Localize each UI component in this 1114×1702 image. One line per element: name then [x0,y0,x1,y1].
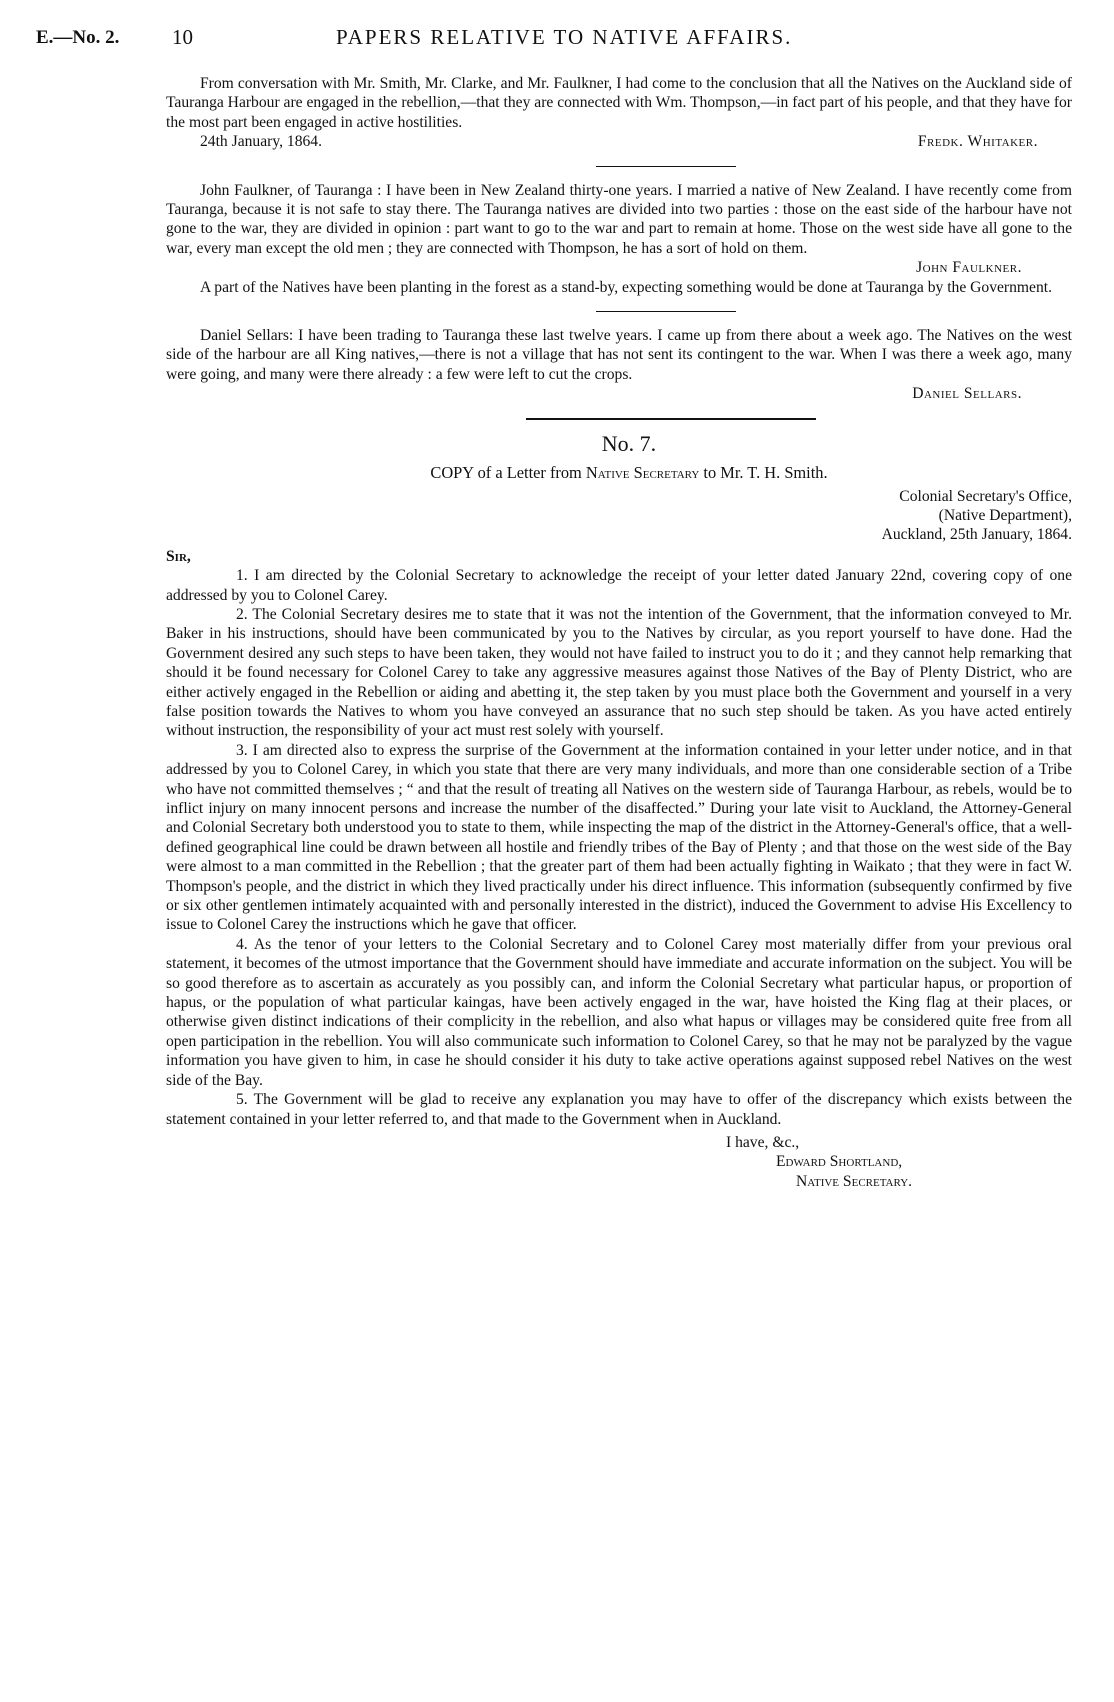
letter-divider [526,418,816,420]
address-line: (Native Department), [938,506,1072,524]
whitaker-statement [36,74,1072,152]
closing-phrase: I have, &c., [726,1133,800,1151]
letter-paragraph: 4. As the tenor of your letters to the Colonial Secretary and to Colonel Carey most materially differ from your previous oral statement, it becomes of the utmost importance that the Government should have immediate and accurate information on the subject. You will be so good therefore as to ascertain as accurately as you possibly can, and inform the Colonial Secretary what particular hapus, or proportion of hapus, or the population of what particular kaingas, have been actively engaged in the war, have hoisted the King flag at their places, or otherwise given distinct indications of their complicity in the rebellion, and also what hapus or villages may be considered quite free from all open participation in the rebellion. You will also communicate such information to Colonel Carey, so that he may not be paralyzed by the vague information you have given to him, in case he should consider it his duty to take active operations against supposed rebel Natives on the west side of the Bay. [166,935,1072,1089]
letter-number: No. 7. [601,430,657,456]
letter-paragraph: 2. The Colonial Secretary desires me to state that it was not the intention of the Government, that the information conveyed to Mr. Baker in his instructions, should have been communicated by you to the Natives by circular, as you report yourself to have done. Had the Government desired any such steps to have been taken, they would not have failed to instruct you to do it ; and they cannot help remarking that should it be found necessary for Colonel Carey to take any aggressive measures against those Natives of the Bay of Plenty District, who are either actively engaged in the Rebellion or aiding and abetting it, the step taken by you must place both the Government and yourself in a very false position towards the Natives to whom you have conveyed an assurance that no such step should be taken. As you have acted entirely without instruction, the responsibility of your act must rest solely with yourself. [166,605,1072,740]
faulkner-statement [36,181,1072,297]
letter-paragraph: 5. The Government will be glad to receive any explanation you may have to offer of the discrepancy which exists between the statement contained in your letter referred to, and that made to the Government when in Auckland. [166,1091,1072,1128]
faulkner-signature: John Faulkner. [916,259,1022,277]
signer-name: Edward Shortland, [776,1153,903,1171]
signer-title: Native Secretary. [796,1172,913,1190]
page-header [36,25,1072,62]
section-divider [596,166,736,167]
sellars-statement [36,326,1072,404]
address-line: Colonial Secretary's Office, [899,487,1072,505]
sellars-text: Daniel Sellars: I have been trading to Tauranga these last twelve years. I came up from there about a week ago. The Natives on the west side of the harbour are all King natives,—there is not a village that has not sent its contingent to the war. When I was there a week ago, many were going, and many were there already : a few were left to cut the crops. [166,327,1072,383]
document-reference: E.—No. 2. [36,27,120,48]
whitaker-date: 24th January, 1864. [200,133,322,151]
address-line: Auckland, 25th January, 1864. [881,526,1072,544]
letter-paragraph: 3. I am directed also to express the surprise of the Government at the information contained in your letter under notice, and in that addressed by you to Colonel Carey, in which you state that there are very many individuals, and more than one considerable section of a Tribe who have not committed themselves ; “ and that the result of treating all Natives on the western side of Tauranga Harbour, as rebels, would be to inflict injury on many innocent persons and increase the number of the disaffected.” During your late visit to Auckland, the Attorney-General and Colonial Secretary both understood you to state to them, while inspecting the map of the district in the Attorney-General's office, that a well-defined geographical line could be drawn between all hostile and friendly tribes of the Bay of Plenty ; and that those on the west side of the Bay were almost to a man committed in the Rebellion ; that the greater part of them had been actually fighting in Waikato ; that they were in fact W. Thompson's people, and the district in which they lived practically under his direct influence. This information (subsequently confirmed by five or six other gentlemen intimately acquainted with and personally interested in the district), induced the Government to advise His Excellency to issue to Colonel Carey the instructions which he gave that officer. [166,741,1072,934]
letter [36,430,1072,1191]
salutation: Sir, [166,547,191,565]
letter-closing [36,1133,1072,1191]
whitaker-text: From conversation with Mr. Smith, Mr. Clarke, and Mr. Faulkner, I had come to the conclusion that all the Natives on the Auckland side of Tauranga Harbour are engaged in the rebellion,—that they are connected with Wm. Thompson,—in fact part of his people, and that they have for the most part been engaged in active hostilities. [166,75,1072,131]
faulkner-text: John Faulkner, of Tauranga : I have been in New Zealand thirty-one years. I married a native of New Zealand. I have recently come from Tauranga, because it is not safe to stay there. The Tauranga natives are divided into two parties : those on the east side of the harbour have not gone to the war, they are divided in opinion : part want to go to the war and part to remain at home. Those on the west side have all gone to the war, every man except the old men ; they are connected with Thompson, he has a sort of hold on them. [166,181,1072,257]
letter-paragraph: 1. I am directed by the Colonial Secretary to acknowledge the receipt of your letter dated January 22nd, covering copy of one addressed by you to Colonel Carey. [166,567,1072,604]
sellars-signature: Daniel Sellars. [912,385,1022,403]
faulkner-note: A part of the Natives have been planting in the forest as a stand-by, expecting something would be done at Tauranga by the Government. [200,278,1052,296]
letter-heading: COPY of a Letter from Native Secretary to Mr. T. H. Smith. [430,463,828,483]
running-title: PAPERS RELATIVE TO NATIVE AFFAIRS. [336,25,793,49]
whitaker-signoff [166,132,1072,151]
page-number: 10 [172,25,193,49]
whitaker-signature: Fredk. Whitaker. [917,133,1038,151]
section-divider [596,311,736,312]
letter-address [36,487,1072,545]
